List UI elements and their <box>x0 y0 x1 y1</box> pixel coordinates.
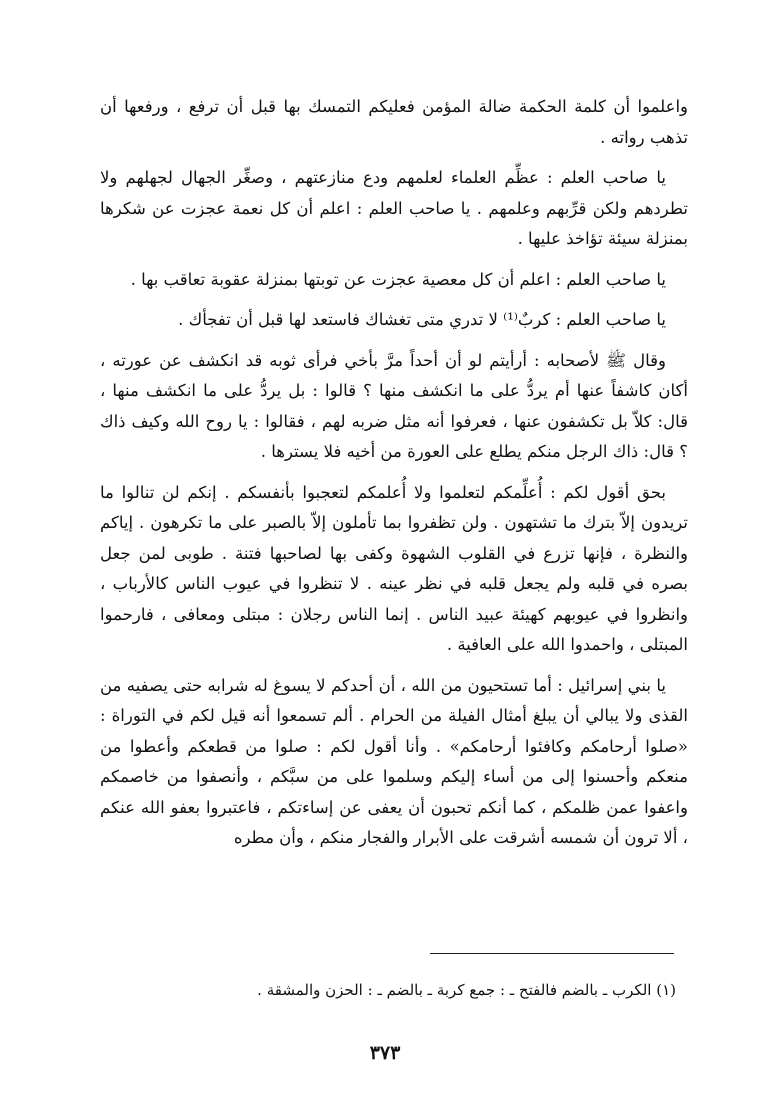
page-body <box>100 92 688 864</box>
footnote-divider <box>430 953 674 954</box>
paragraph-7: يا بني إسرائيل : أما تستحيون من الله ، أن أحدكم لا يسوغ له شرابه حتى يصفيه من القذى ولا يبالي أن يبلغ أمثال الفيلة من الحرام . ألم تسمعوا أنه قيل لكم في التوراة : «صلوا أرحامكم وكافئوا أرحامكم» . وأنا أقول لكم : صلوا من قطعكم وأعطوا من منعكم وأحسنوا إلى من أساء إليكم وسلموا على من سبَّكم ، وأنصفوا من خاصمكم واعفوا عمن ظلمكم ، كما أنكم تحبون أن يعفى عن إساءتكم ، فاعتبروا بعفو الله عنكم ، ألا ترون أن شمسه أشرقت على الأبرار والفجار منكم ، وأن مطره <box>100 675 688 847</box>
footnote: (١) الكرب ـ بالضم فالفتح ـ : جمع كربة ـ بالضم ـ : الحزن والمشقة . <box>257 981 676 999</box>
paragraph-1: واعلموا أن كلمة الحكمة ضالة المؤمن فعليكم التمسك بها قبل أن ترفع ، ورفعها أن تذهب رواته . <box>100 97 688 147</box>
page-number: ٣٧٣ <box>369 1042 401 1064</box>
paragraph-3: يا صاحب العلم : اعلم أن كل معصية عجزت عن توبتها بمنزلة عقوبة تعاقب بها . <box>130 269 666 289</box>
paragraph-5: وقال ﷺ لأصحابه : أرأيتم لو أن أحداً مرَّ بأخي فرأى ثوبه قد انكشف عن عورته ، أكان كاشفاً عنها أم يردُّ على ما انكشف منها ؟ قالوا : بل يردُّ على ما انكشف منها ، قال: كلاّ بل تكشفون عنها ، فعرفوا أنه مثل ضربه لهم ، فقالوا : يا روح الله وكيف ذاك ؟ قال: ذاك الرجل منكم يطلع على العورة من أخيه فلا يسترها . <box>100 350 688 461</box>
paragraph-6: بحق أقول لكم : أُعلِّمكم لتعلموا ولا أُعلمكم لتعجبوا بأنفسكم . إنكم لن تنالوا ما تريدون إلاّ بترك ما تشتهون . ولن تظفروا بما تأملون إلاّ بالصبر على ما تكرهون . إياكم والنظرة ، فإنها تزرع في القلوب الشهوة وكفى بها لصاحبها فتنة . طوبى لمن جعل بصره في قلبه ولم يجعل قلبه في نظر عينه . لا تنظروا في عيوب الناس كالأرباب ، وانظروا في عيوبهم كهيئة عبيد الناس . إنما الناس رجلان : مبتلى ومعافى ، فارحموا المبتلى ، واحمدوا الله على العافية . <box>100 482 688 654</box>
paragraph-2: يا صاحب العلم : عظِّم العلماء لعلمهم ودع منازعتهم ، وصغِّر الجهال لجهلهم ولا تطردهم ولكن قرِّبهم وعلمهم . يا صاحب العلم : اعلم أن كل نعمة عجزت عن شكرها بمنزلة سيئة تؤاخذ عليها . <box>100 168 688 248</box>
paragraph-4: يا صاحب العلم : كربٌ⁽¹⁾ لا تدري متى تغشاك فاستعد لها قبل أن تفجأك . <box>178 310 666 329</box>
